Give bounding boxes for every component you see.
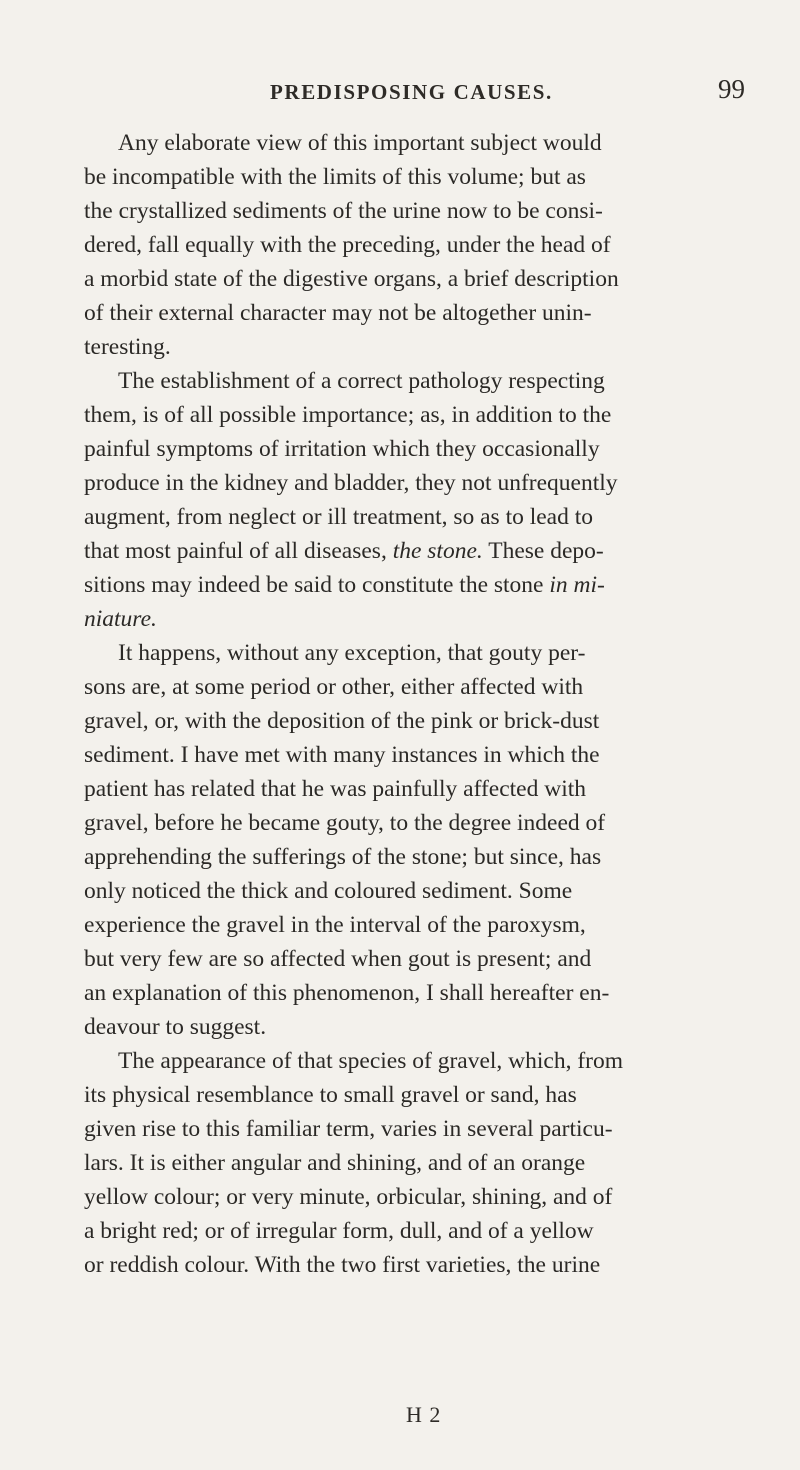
text-line: experience the gravel in the interval of the paroxysm, xyxy=(84,912,586,938)
text-line: given rise to this familiar term, varies in several particu- xyxy=(84,1116,613,1142)
text-line: teresting. xyxy=(84,334,171,360)
text-line: of their external character may not be altogether unin- xyxy=(84,300,592,326)
page-number: 99 xyxy=(718,74,745,104)
text-line xyxy=(84,534,604,568)
text-line: lars. It is either angular and shining, and of an orange xyxy=(84,1150,586,1176)
text-line: deavour to suggest. xyxy=(84,1014,267,1040)
text-line: Any elaborate view of this important subject would xyxy=(118,130,602,156)
text-segment: These depo- xyxy=(488,538,604,564)
text-line: them, is of all possible importance; as, in addition to the xyxy=(84,402,612,428)
text-line: augment, from neglect or ill treatment, so as to lead to xyxy=(84,504,594,530)
text-line xyxy=(84,568,605,602)
text-line: yellow colour; or very minute, orbicular, shining, and of xyxy=(84,1184,613,1210)
text-line: the crystallized sediments of the urine now to be consi- xyxy=(84,198,603,224)
running-title: PREDISPOSING CAUSES. xyxy=(270,80,553,104)
text-line: gravel, before he became gouty, to the degree indeed of xyxy=(84,810,606,836)
text-line: gravel, or, with the deposition of the pink or brick-dust xyxy=(84,708,600,734)
text-line: a morbid state of the digestive organs, a brief description xyxy=(84,266,619,292)
text-line: or reddish colour. With the two first varieties, the urine xyxy=(84,1252,601,1278)
text-line: a bright red; or of irregular form, dull, and of a yellow xyxy=(84,1218,594,1244)
text-line: sons are, at some period or other, either affected with xyxy=(84,674,584,700)
italic-term: the stone. xyxy=(392,538,483,564)
text-line: sediment. I have met with many instances in which the xyxy=(84,742,600,768)
text-line: The establishment of a correct pathology respecting xyxy=(118,368,605,394)
text-line: produce in the kidney and bladder, they not unfrequently xyxy=(84,470,618,496)
text-line: but very few are so affected when gout is present; and xyxy=(84,946,592,972)
text-line: be incompatible with the limits of this volume; but as xyxy=(84,164,586,190)
text-line: only noticed the thick and coloured sediment. Some xyxy=(84,878,573,904)
text-segment: sitions may indeed be said to constitute the stone xyxy=(84,572,544,598)
text-segment: that most painful of all diseases, xyxy=(84,538,387,564)
text-line: dered, fall equally with the preceding, under the head of xyxy=(84,232,611,258)
text-line: It happens, without any exception, that gouty per- xyxy=(118,640,586,666)
text-line: niature. xyxy=(84,606,157,632)
text-line: its physical resemblance to small gravel or sand, has xyxy=(84,1082,577,1108)
text-line: apprehending the sufferings of the stone; but since, has xyxy=(84,844,602,870)
italic-term: in mi- xyxy=(549,572,605,598)
text-line: an explanation of this phenomenon, I shall hereafter en- xyxy=(84,980,610,1006)
text-line: painful symptoms of irritation which they occasionally xyxy=(84,436,600,462)
text-line: patient has related that he was painfully affected with xyxy=(84,776,587,802)
signature-mark: H 2 xyxy=(406,1402,442,1427)
text-line: The appearance of that species of gravel, which, from xyxy=(118,1048,624,1074)
